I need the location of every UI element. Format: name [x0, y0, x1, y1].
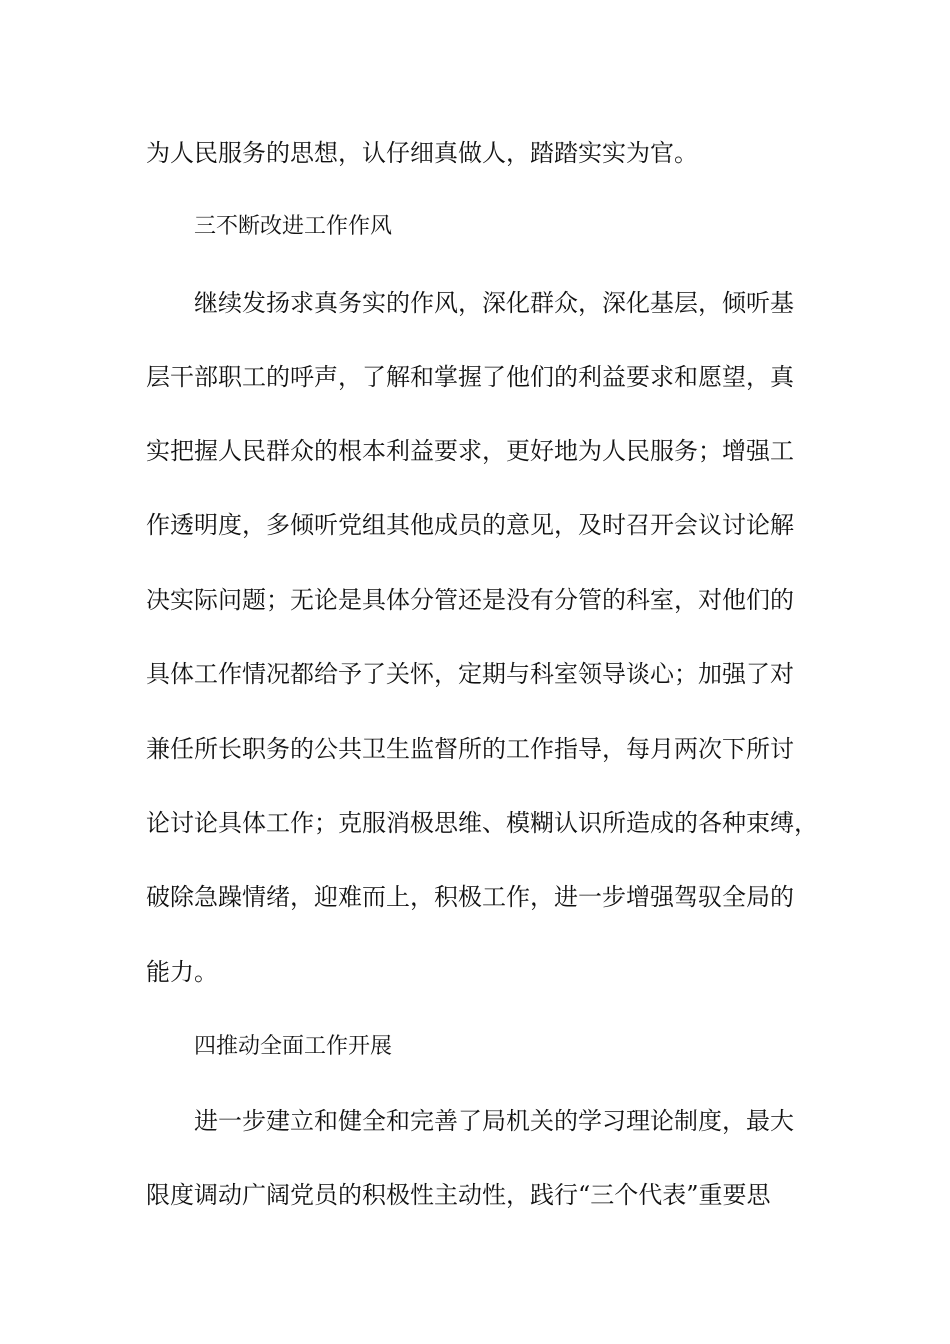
section-heading: 四推动全面工作开展 — [194, 1034, 393, 1059]
paragraph-line: 决实际问题；无论是具体分管还是没有分管的科室，对他们的 — [146, 586, 794, 614]
paragraph-line: 兼任所长职务的公共卫生监督所的工作指导，每月两次下所讨 — [146, 735, 794, 763]
paragraph-line: 论讨论具体工作；克服消极思维、模糊认识所造成的各种束缚， — [146, 809, 818, 837]
paragraph-line: 破除急躁情绪，迎难而上，积极工作，进一步增强驾驭全局的 — [146, 883, 794, 911]
section-heading: 三不断改进工作作风 — [194, 214, 393, 239]
paragraph-line: 限度调动广阔党员的积极性主动性，践行“三个代表”重要思 — [146, 1181, 771, 1209]
paragraph-line: 能力。 — [146, 958, 218, 986]
paragraph-line: 为人民服务的思想，认仔细真做人，踏踏实实为官。 — [146, 139, 698, 167]
paragraph-line: 具体工作情况都给予了关怀，定期与科室领导谈心；加强了对 — [146, 660, 794, 688]
paragraph-line: 作透明度，多倾听党组其他成员的意见，及时召开会议讨论解 — [146, 511, 794, 539]
paragraph-line: 层干部职工的呼声，了解和掌握了他们的利益要求和愿望，真 — [146, 363, 794, 391]
paragraph-line: 继续发扬求真务实的作风，深化群众，深化基层，倾听基 — [194, 289, 794, 317]
paragraph-line: 进一步建立和健全和完善了局机关的学习理论制度，最大 — [194, 1107, 794, 1135]
paragraph-line: 实把握人民群众的根本利益要求，更好地为人民服务；增强工 — [146, 437, 794, 465]
